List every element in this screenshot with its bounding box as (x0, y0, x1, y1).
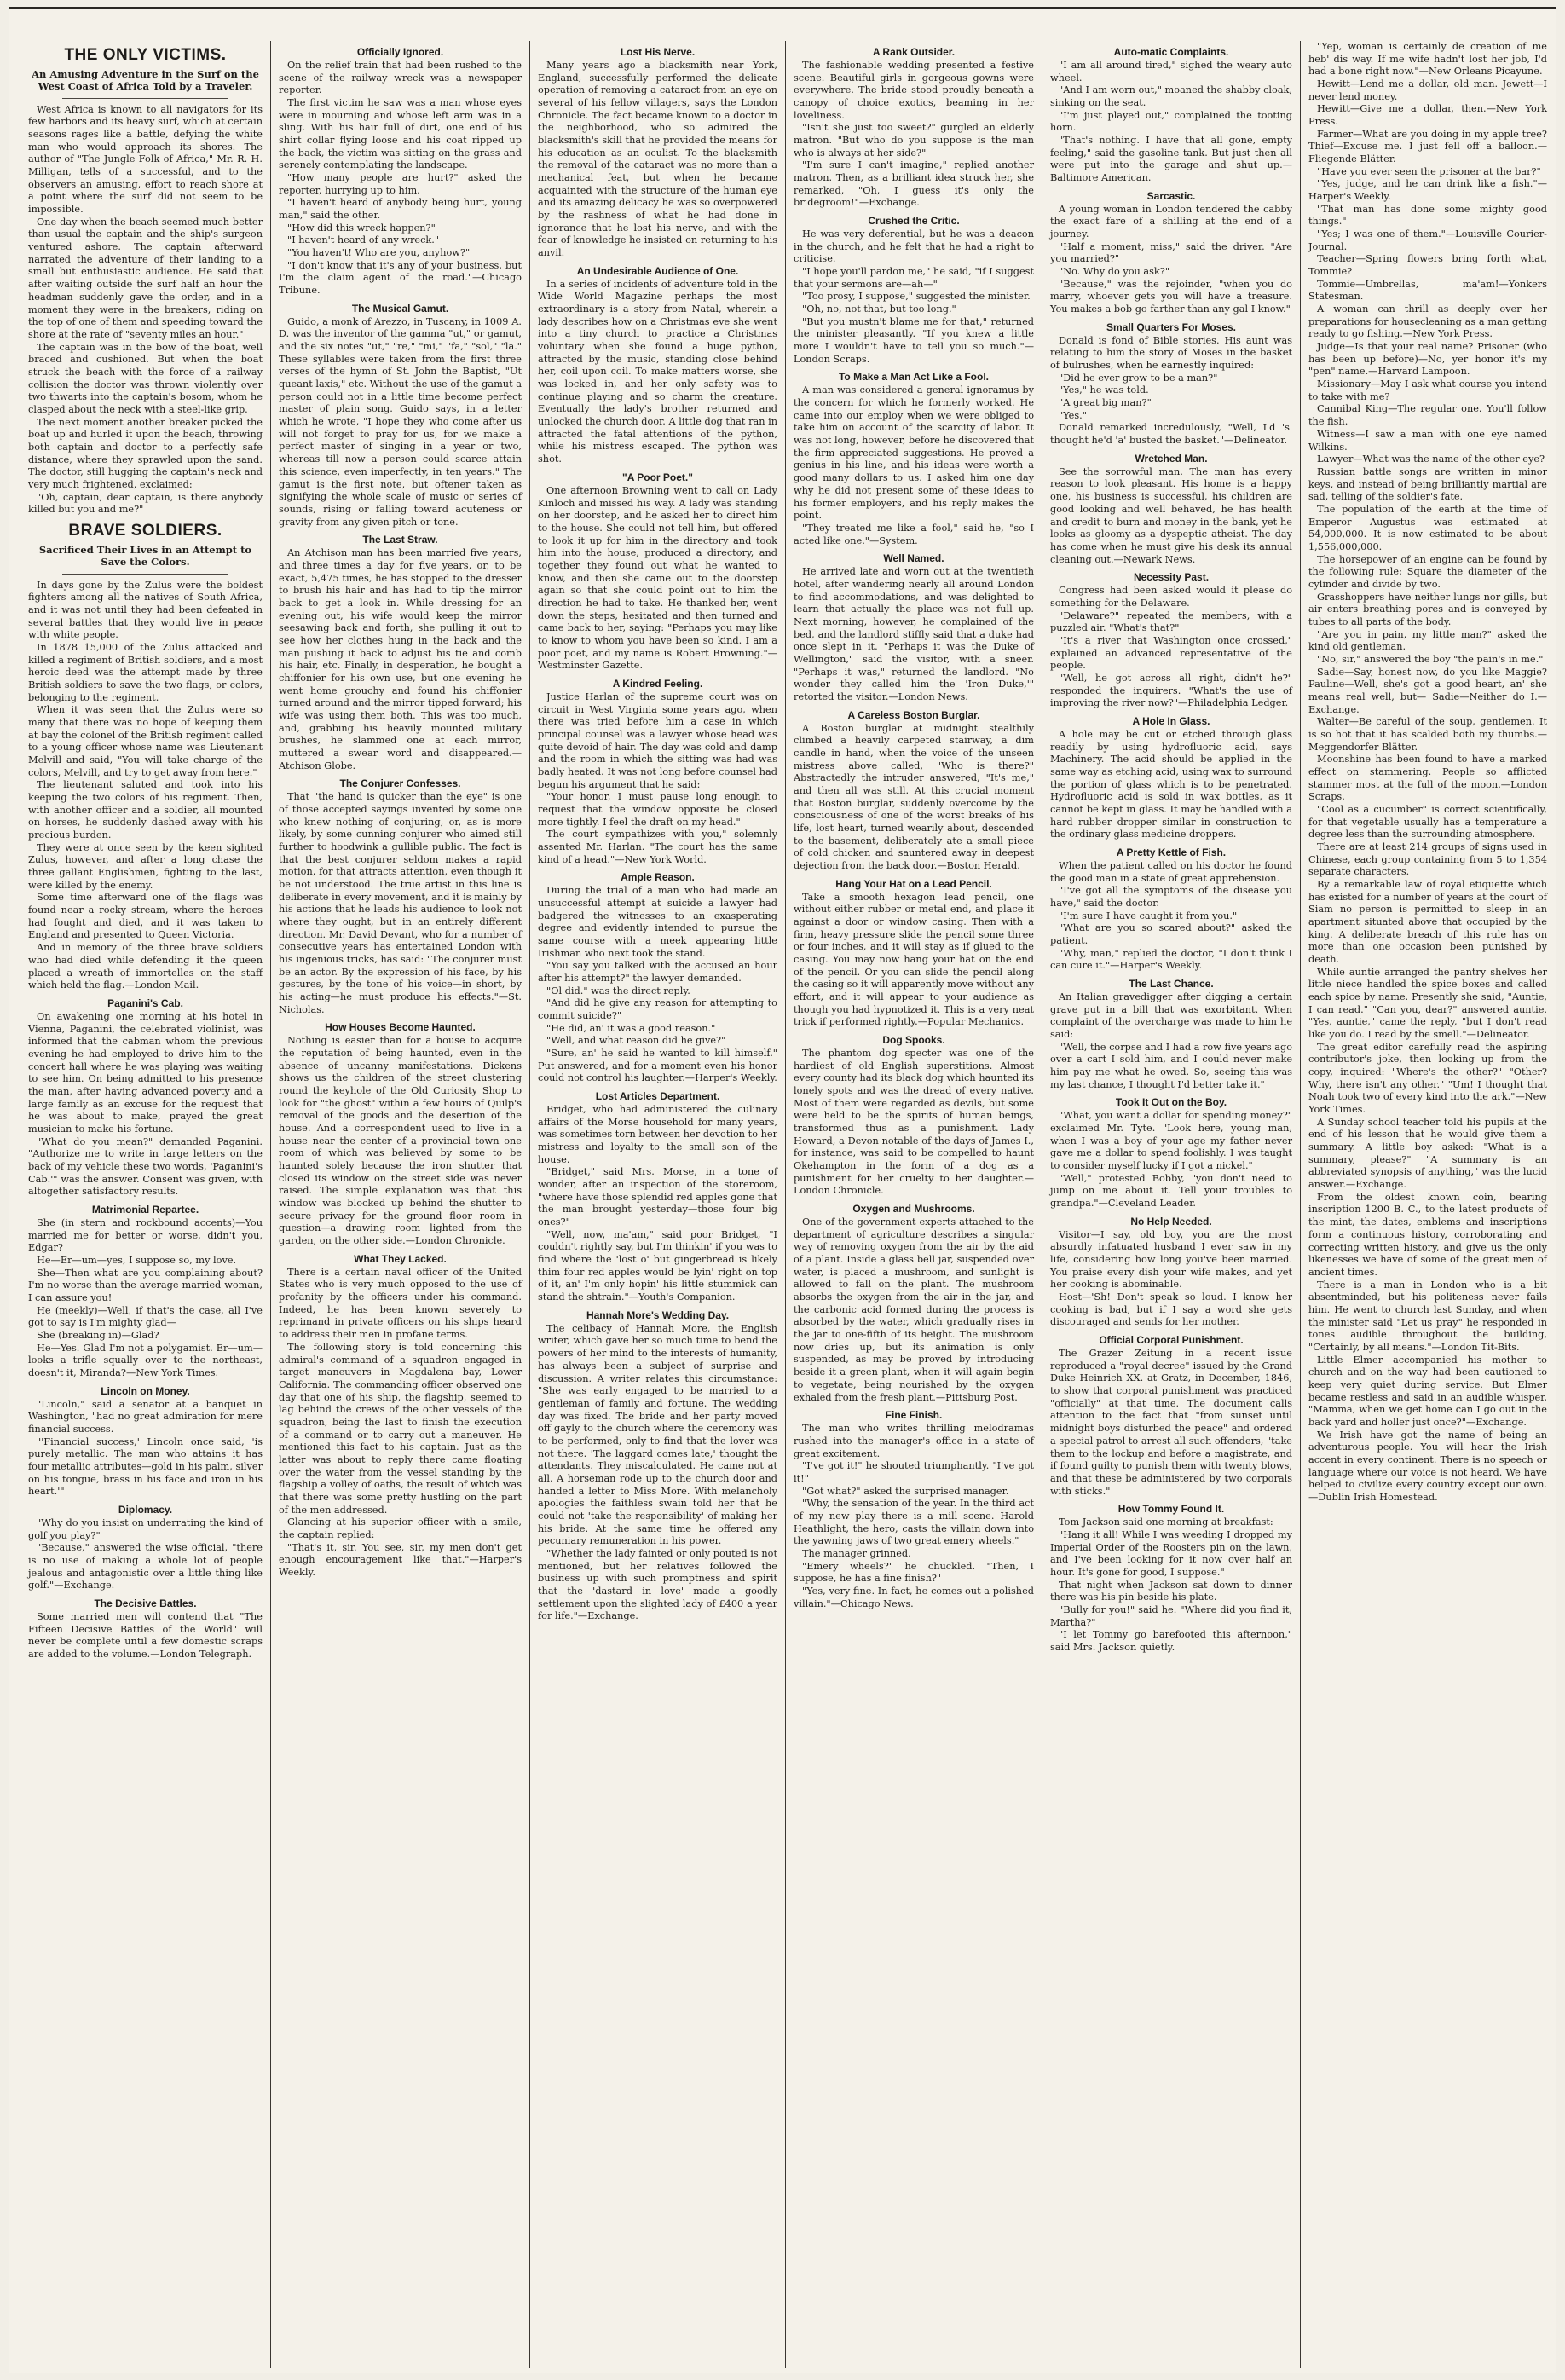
headline: Matrimonial Repartee. (91, 1203, 199, 1216)
column-4 (786, 41, 1042, 2368)
article (794, 1034, 1034, 1198)
top-rule (9, 7, 1556, 9)
headline: THE ONLY VICTIMS. (64, 46, 227, 64)
paragraph: "Too prosy, I suppose," suggested the minister. (802, 291, 1031, 303)
article (28, 522, 263, 992)
paragraph: "That man has done some mighty good things." (1308, 203, 1547, 228)
article (279, 1021, 522, 1247)
paragraph: "Yes, very fine. In fact, he comes out a polished villain."—Chicago News. (794, 1585, 1034, 1609)
paragraph: Little Elmer accompanied his mother to church and on the way had been cautioned to keep very quiet during service. But Elmer became restless and said in an audible whisper, "Mamma, when we get home can I go out in the back yard and holler just once?"—Exchange. (1308, 1354, 1547, 1428)
paragraph: "And I am worn out," moaned the shabby cloak, sinking on the seat. (1050, 84, 1292, 109)
article (794, 878, 1034, 1029)
paragraph: Bridget, who had administered the culinary affairs of the Morse household for many years, was sometimes torn between her devotion to her mistress and loyalty to the small son of the house. (538, 1104, 777, 1165)
headline: No Help Needed. (1130, 1215, 1212, 1228)
paragraph: "I hope you'll pardon me," he said, "if I suggest that your sermons are—ah—" (794, 266, 1034, 290)
headline: Hannah More's Wedding Day. (586, 1308, 730, 1321)
article (538, 46, 777, 260)
headline: The Last Straw. (362, 534, 438, 546)
paragraph: "Lincoln," said a senator at a banquet in Washington, "had no great admiration for mere financial success. (28, 1398, 263, 1435)
paragraph: That night when Jackson sat down to dinner there was his pin beside his plate. (1050, 1579, 1292, 1603)
headline: Fine Finish. (885, 1409, 943, 1422)
paragraph: A man was considered a general ignoramus by the concern for which he formerly worked. He came into our employ when we were obliged to take him on account of the scarcity of labor. It was not long, however, before he discovered that the firm appreciated suggestions. He proved a genius in his line, and his ideas were worth a good many dollars to us. I asked him one day why he did not present some of these ideas to his former employers, and his reply makes the point. (794, 384, 1034, 522)
paragraph: He—Er—um—yes, I suppose so, my love. (37, 1254, 237, 1266)
article (538, 1309, 777, 1623)
headline: Paganini's Cab. (107, 996, 183, 1009)
article (28, 1597, 263, 1661)
paragraph: There are at least 214 groups of signs used in Chinese, each group containing from 5 to 1,354 separate characters. (1308, 841, 1547, 878)
paragraph: "I don't know that it's any of your business, but I'm the claim agent of the road."—Chicago Tribune. (279, 259, 522, 297)
paragraph: "He did, an' it was a good reason." (546, 1022, 716, 1034)
paragraph: "Yes." (1059, 409, 1087, 421)
headline: Sarcastic. (1146, 189, 1196, 202)
column-5 (1042, 41, 1301, 2368)
headline: Lost Articles Department. (595, 1090, 720, 1103)
paragraph: Sadie—Say, honest now, do you like Maggie? Pauline—Well, she's got a good heart, an' she means real well, but— Sadie—Neither do I.—Exchange. (1308, 666, 1547, 715)
paragraph: "I let Tommy go barefooted this afternoon," said Mrs. Jackson quietly. (1050, 1629, 1292, 1653)
headline: The Last Chance. (1129, 978, 1214, 990)
paragraph: "Well, the corpse and I had a row five years ago over a cart I sold him, and I could never make him pay me what he owed. So, seeing this was my last chance, I thought I'd better take it." (1050, 1041, 1292, 1090)
paragraph: "I've got all the symptoms of the disease you have," said the doctor. (1050, 885, 1292, 909)
article (1050, 846, 1292, 973)
paragraph: "No, sir," answered the boy "the pain's in me." (1317, 653, 1544, 665)
paragraph: The lieutenant saluted and took into his keeping the two colors of his regiment. Then, with another officer and a soldier, all mounted on horses, he suddenly dashed away with his precious burden. (28, 779, 263, 841)
subheadline: Sacrificed Their Lives in an Attempt to Save the Colors. (38, 543, 252, 569)
paragraph: Teacher—Spring flowers bring forth what, Tommie? (1308, 253, 1547, 278)
headline: Crushed the Critic. (868, 215, 960, 228)
paragraph: "Delaware?" repeated the members, with a puzzled air. "What's that?" (1050, 609, 1292, 634)
headline: Hang Your Hat on a Lead Pencil. (835, 877, 992, 890)
headline: A Hole In Glass. (1132, 714, 1210, 727)
paragraph: "Yes, judge, and he can drink like a fish."—Harper's Weekly. (1308, 178, 1547, 203)
paragraph: An Italian gravedigger after digging a certain grave put in a bill that was exorbitant. When complaint of the overcharge was made to him he said: (1050, 991, 1292, 1041)
paragraph: A Sunday school teacher told his pupils at the end of his lesson that he would give them a summary. A little boy asked: "What is a summary, please?" "A summary is an abbreviated synopsis of anything," was the lucid answer.—Exchange. (1308, 1116, 1547, 1191)
paragraph: "That's nothing. I have that all gone, empty feeling," said the gasoline tank. But just then all were put into the garage and shut up.—Baltimore American. (1050, 135, 1292, 184)
article (28, 1204, 263, 1380)
paragraph: The first victim he saw was a man whose eyes were in mourning and whose left arm was in a sling. With his hair full of dirt, one end of his shirt collar flying loose and his coat ripped up the back, the victim was sitting on the grass and serenely contemplating the landscape. (279, 97, 522, 171)
paragraph: "I haven't heard of anybody being hurt, young man," said the other. (279, 197, 522, 222)
paragraph: "Why, the sensation of the year. In the third act of my new play there is a mill scene. Harold Heathlight, the hero, casts the villain down into the yawning jaws of two great emery wheels." (794, 1498, 1034, 1547)
paragraph: "A great big man?" (1059, 397, 1152, 409)
article (279, 1253, 522, 1580)
paragraph: "Oh, no, not that, but too long." (802, 303, 956, 315)
newspaper-page (9, 7, 1556, 2373)
article (538, 678, 777, 866)
headline: A Rank Outsider. (872, 46, 956, 58)
paragraph: "Yes; I was one of them."—Louisville Courier-Journal. (1308, 228, 1547, 252)
article (1050, 1216, 1292, 1329)
article (538, 265, 777, 466)
paragraph: He—Yes. Glad I'm not a polygamist. Er—um—looks a trifle squally over to the northeast, doesn't it, Miranda?—New York Times. (28, 1342, 263, 1378)
article (1050, 715, 1292, 841)
paragraph: "'Financial success,' Lincoln once said, 'is purely metallic. The man who attains it has four metallic attributes—gold in his palm, silver on his tongue, brass in his face and iron in his heart.'" (28, 1436, 263, 1498)
paragraph: "Whether the lady fainted or only pouted is not mentioned, but her relatives followed the business up with such promptness and spirit that the 'dastard in love' made a goodly settlement upon the slighted lady of £400 a year for life."—Exchange. (538, 1547, 777, 1622)
paragraph: A Boston burglar at midnight stealthily climbed a heavily carpeted stairway, a dim candle in hand, when the voice of the unseen mistress above called, "Who is there?" Abstractedly the intruder answered, "It's me," and then all was still. At this crucial moment that Boston burglar, suddenly overcome by the consciousness of one of the worst breaks of his life, lost heart, turned wearily about, descended to the basement, deliberately ate a small piece of cold chicken and sauntered away in deepest dejection from the back door.—Boston Herald. (794, 722, 1034, 871)
paragraph: "And did he give any reason for attempting to commit suicide?" (538, 997, 777, 1022)
paragraph: "Ol did." was the direct reply. (546, 985, 690, 996)
article (1050, 1096, 1292, 1210)
paragraph: Some married men will contend that "The Fifteen Decisive Battles of the World" will never be complete until a few domestic scraps are added to the volume.—London Telegraph. (28, 1611, 263, 1661)
paragraph: She—Then what are you complaining about? I'm no worse than the average married woman, I can assure you! (28, 1267, 263, 1303)
article (279, 777, 522, 1016)
paragraph: Take a smooth hexagon lead pencil, one without either rubber or metal end, and place it against a door or window casing. Then with a firm, heavy pressure slide the pencil some three or four inches, and it will stay as if glued to the casing. You may now hang your hat on the end of the pencil. Or you can slide the pencil along the casing so it will apparently move without any effort, and it will appear to your audience as though you had hypnotized it. This is a very neat trick if performed rightly.—Popular Mechanics. (794, 891, 1034, 1028)
paragraph: Guido, a monk of Arezzo, in Tuscany, in 1009 A. D. was the inventor of the gamma "ut," or gamut, and the six notes "ut," "re," "mi," "fa," "sol," "la." These syllables were taken from the first three verses of the hymn of St. John the Baptist, "Ut queant laxis," etc. Without the use of the gamut a person could not in a little time become perfect master of plain song. Guido says, in a letter which he wrote, "I hope they who come after us will not forget to pray for us, for we make a perfect master of singing in a year or two, whereas till now a person could scarce attain this science, even imperfectly, in ten years." The gamut is the first note, but oftener taken as signifying the whole scale of music or series of sounds, rising or falling toward acuteness or gravity from any given pitch or tone. (279, 315, 522, 528)
paragraph: One afternoon Browning went to call on Lady Kinloch and missed his way. A lady was standing on her doorstep, and he asked her to direct him to the house. She could not tell him, but offered to look it up for him in the directory and took him into the house, produced a directory, and together they found out what he wanted to know, and then she came out to the doorstep again so that she could point out to him the direction he had to take. He thanked her, went down the steps, hesitated and then turned and came back to her, saying: "Perhaps you may like to know to whom you have been so kind. I am a poor poet, and my name is Robert Browning."—Westminster Gazette. (538, 484, 777, 672)
paragraph: "Bridget," said Mrs. Morse, in a tone of wonder, after an inspection of the storeroom, "where have those splendid red apples gone that the man brought yesterday—those four big ones?" (538, 1166, 777, 1228)
paragraph: The next moment another breaker picked the boat up and hurled it upon the beach, throwing both captain and doctor to a perfectly safe distance, where they sprawled upon the sand. The doctor, still hugging the captain's neck and very much frightened, exclaimed: (28, 416, 263, 490)
divider-rule (62, 98, 228, 99)
paragraph: In 1878 15,000 of the Zulus attacked and killed a regiment of British soldiers, and a most heroic deed was the attempt made by three British soldiers to save the two flags, or colors, belonging to the regiment. (28, 642, 263, 703)
paragraph: "Hang it all! While I was weeding I dropped my Imperial Order of the Roosters pin on the lawn, and I've been looking for it now over half an hour. It's gone for good, I suppose." (1050, 1528, 1292, 1578)
paragraph: And in memory of the three brave soldiers who had died while defending it the queen placed a wreath of immortelles on the staff which held the flag.—London Mail. (28, 942, 263, 991)
article (1050, 978, 1292, 1091)
paragraph: "Well," protested Bobby, "you don't need to jump on me about it. Tell your troubles to grandpa."—Cleveland Leader. (1050, 1172, 1292, 1210)
article (1308, 41, 1547, 1505)
paragraph: "Yes," he was told. (1059, 384, 1149, 396)
paragraph: We Irish have got the name of being an adventurous people. You will hear the Irish accent in every continent. There is no speech or language where our voice is not heard. We have helped to civilize every country except our own.—Dublin Irish Homestead. (1308, 1429, 1547, 1503)
paragraph: "Well, he got across all right, didn't he?" responded the inquirers. "What's the use of improving the river now?"—Philadelphia Ledger. (1050, 672, 1292, 709)
paragraph: Justice Harlan of the supreme court was on circuit in West Virginia some years ago, when there was tried before him a case in which principal counsel was a lawyer whose head was quite devoid of hair. The day was cold and damp and the room in which the sitting was had was badly heated. It was not long before counsel had begun his argument that he said: (538, 690, 777, 790)
paragraph: On awakening one morning at his hotel in Vienna, Paganini, the celebrated violinist, was informed that the cabman whom the previous evening he had employed to drive him to the concert hall where he was playing was waiting to see him. On being admitted to his presence the man, after having advanced poverty and a large family as an excuse for the request that he was about to make, prayed the great musician to make his fortune. (28, 1010, 263, 1135)
headline: A Kindred Feeling. (612, 677, 703, 690)
paragraph: "Because," was the rejoinder, "when you do marry, whoever gets you will have a treasure. You makes a bob go farther than any gal I know." (1050, 278, 1292, 315)
headline: "A Poor Poet." (622, 471, 693, 483)
headline: Diplomacy. (118, 1504, 173, 1516)
paragraph: The population of the earth at the time of Emperor Augustus was estimated at 54,000,000. It is now estimated to be about 1,556,000,000. (1308, 503, 1547, 552)
paragraph: "Have you ever seen the prisoner at the bar?" (1317, 165, 1541, 177)
paragraph: He arrived late and worn out at the twentieth hotel, after wandering nearly all around London to find accommodations, and was delighted to learn that actually the place was not full up. Next morning, however, he complained of the bed, and the landlord stiffly said that a duke had once slept in it. "Perhaps it was the Duke of Wellington," said the visitor, with a sneer. "Perhaps it was," returned the landlord. "No wonder they called him the 'Iron Duke,'" retorted the visitor.—London News. (794, 566, 1034, 702)
paragraph: "Because," answered the wise official, "there is no use of making a whole lot of people jealous and antagonistic over a little thing like golf."—Exchange. (28, 1542, 263, 1591)
paragraph: The great editor carefully read the aspiring contributor's joke, then looking up from the copy, inquired: "Where's the other?" "Other? Why, there isn't any other." "Um! I thought that Noah took two of every kind into the ark."—New York Times. (1308, 1041, 1547, 1116)
paragraph: He (meekly)—Well, if that's the case, all I've got to say is I'm mighty glad— (28, 1304, 263, 1329)
paragraph: "I am all around tired," sighed the weary auto wheel. (1050, 60, 1292, 84)
paragraph: In a series of incidents of adventure told in the Wide World Magazine perhaps the most extraordinary is a story from Natal, wherein a lady describes how on a Christmas eve she went into a tiny church to practice a Christmas voluntary when she found a huge python, attracted by the music, standing close behind her, coil upon coil. To make matters worse, she was locked in, and her only safety was to continue playing and so charm the creature. Eventually the lady's brother returned and unlocked the church door. A little dog that ran in attracted the fatal attentions of the python, while his mistress escaped. The python was shot. (538, 278, 777, 465)
paragraph: "I'm sure I can't imagine," replied another matron. Then, as a brilliant idea struck her, she remarked, "Oh, I guess it's only the bridegroom!"—Exchange. (794, 159, 1034, 209)
headline: An Undesirable Audience of One. (576, 264, 739, 277)
paragraph: Glancing at his superior officer with a smile, the captain replied: (279, 1516, 522, 1540)
article (794, 1409, 1034, 1610)
paragraph: "Got what?" asked the surprised manager. (802, 1485, 1009, 1497)
article (28, 1504, 263, 1592)
headline: Wretched Man. (1135, 452, 1208, 465)
paragraph: Russian battle songs are written in minor keys, and instead of being brilliantly martial are sad, telling of the soldier's fate. (1308, 465, 1547, 503)
headline: To Make a Man Act Like a Fool. (838, 371, 990, 384)
paragraph: The captain was in the bow of the boat, well braced and cushioned. But when the boat struck the beach with the force of a railway collision the doctor was thrown violently over two thwarts into the captain's bosom, whom he clasped about the neck with a steel-like grip. (28, 341, 263, 415)
article (1050, 190, 1292, 316)
paragraph: From the oldest known coin, bearing inscription 1200 B. C., to the latest products of the mint, the dates, emblems and inscriptions form a continuous history, corroborating and correcting written history, and give us the only likenesses we have of some of the great men of ancient times. (1308, 1191, 1547, 1278)
paragraph: "They treated me like a fool," said he, "so I acted like one."—System. (794, 522, 1034, 546)
paragraph: "No. Why do you ask?" (1059, 266, 1170, 278)
paragraph: The manager grinned. (802, 1547, 911, 1559)
paragraph: Donald remarked incredulously, "Well, I'd 's' thought he'd 'a' busted the basket."—Delineator. (1050, 422, 1292, 447)
paragraph: Tommie—Umbrellas, ma'am!—Yonkers Statesman. (1308, 278, 1547, 303)
paragraph: There is a certain naval officer of the United States who is very much opposed to the use of profanity by the officers under his command. Indeed, he has been known severely to reprimand in private officers on his ships heard to address their men in profane terms. (279, 1266, 522, 1341)
paragraph: Lawyer—What was the name of the other eye? (1317, 453, 1545, 465)
paragraph: In days gone by the Zulus were the boldest fighters among all the natives of South Africa, and it was not until they had been defeated in several battles that they would live in peace with white people. (28, 579, 263, 641)
paragraph: "Isn't she just too sweet?" gurgled an elderly matron. "But who do you suppose is the man who is always at her side?" (794, 122, 1034, 159)
article (794, 215, 1034, 366)
headline: Necessity Past. (1133, 571, 1210, 584)
paragraph: "I'm sure I have caught it from you." (1059, 910, 1238, 921)
article (538, 471, 777, 673)
article (794, 46, 1034, 210)
paragraph: "Oh, captain, dear captain, is there anybody killed but you and me?" (28, 491, 263, 516)
paragraph: The celibacy of Hannah More, the English writer, which gave her so much time to bend the powers of her mind to the interests of humanity, has always been a subject of surprise and discussion. A writer relates this circumstance: "She was early engaged to be married to a gentleman of family and fortune. The wedding day was fixed. The bride and her party moved off gayly to the church where the ceremony was to be performed, only to find that the lover was not there. 'The laggard comes late,' thought the attendants. They miscalculated. He came not at all. A horseman rode up to the church door and handed a letter to Miss More. With melancholy apologies the faithless swain told her that he could not 'take the responsibility' of making her his bride. At the same time he offered any pecuniary remuneration in his power. (538, 1322, 777, 1547)
paragraph: "What, you want a dollar for spending money?" exclaimed Mr. Tyte. "Look here, young man, when I was a boy of your age my father never gave me a dollar to spend foolishly. I was taught to consider myself lucky if I got a nickel." (1050, 1110, 1292, 1172)
paragraph: A hole may be cut or etched through glass readily by using hydrofluoric acid, says Machinery. The acid should be applied in the same way as etching acid, using wax to surround the portion of glass which is to be penetrated. Hydrofluoric acid is sold in wax bottles, as it cannot be kept in glass. It may be handled with a hard rubber dropper similar in construction to the ordinary glass medicine droppers. (1050, 728, 1292, 841)
paragraph: When the patient called on his doctor he found the good man in a state of great apprehension. (1050, 859, 1292, 884)
paragraph: "But you mustn't blame me for that," returned the minister pleasantly. "If you knew a little more I wouldn't have to tell you so much."—London Scraps. (794, 315, 1034, 365)
paragraph: A woman can thrill as deeply over her preparations for housecleaning as a man getting ready to go fishing.—New York Press. (1308, 303, 1547, 340)
paragraph: When it was seen that the Zulus were so many that there was no hope of keeping them at bay the colonel of the British regiment called to a young officer whose name was Lieutenant Melvill and said, "You will take charge of the colors, Melvill, and try to get away from here." (28, 704, 263, 778)
paragraph: "I haven't heard of any wreck." (287, 234, 440, 246)
paragraph: During the trial of a man who had made an unsuccessful attempt at suicide a lawyer had badgered the witnesses to an exasperating degree and evidently intended to pursue the same course with a meek appearing little Irishman who next took the stand. (538, 885, 777, 959)
paragraph: "Half a moment, miss," said the driver. "Are you married?" (1050, 240, 1292, 265)
paragraph: "It's a river that Washington once crossed," explained an advanced representative of the people. (1050, 634, 1292, 672)
paragraph: Judge—Is that your real name? Prisoner (who has been up before)—No, yer honor it's my "pen" name.—Harvard Lampoon. (1308, 341, 1547, 378)
paragraph: The man who writes thrilling melodramas rushed into the manager's office in a state of great excitement. (794, 1423, 1034, 1459)
article (28, 997, 263, 1199)
paragraph: The fashionable wedding presented a festive scene. Beautiful girls in gorgeous gowns were everywhere. The bride stood proudly beneath a canopy of choice exotics, beaming in her loveliness. (794, 60, 1034, 121)
subheadline: An Amusing Adventure in the Surf on the West Coast of Africa Told by a Traveler. (32, 68, 259, 93)
paragraph: Grasshoppers have neither lungs nor gills, but air enters breathing pores and is conveyed by tubes to all parts of the body. (1308, 591, 1547, 627)
paragraph: "Yep, woman is certainly de creation of me heb' dis way. If me wife hadn't lost her job, I'd had a bone right now."—New Orleans Picayune. (1308, 41, 1547, 78)
article (1050, 453, 1292, 566)
paragraph: "Why, man," replied the doctor, "I don't think I can cure it."—Harper's Weekly. (1050, 947, 1292, 972)
column-container (20, 41, 1555, 2368)
paragraph: The court sympathizes with you," solemnly assented Mr. Harlan. "The court has the same kind of a head."—New York World. (538, 829, 777, 865)
paragraph: Many years ago a blacksmith near York, England, successfully performed the delicate operation of removing a cataract from an eye on several of his fellow villagers, says the London Chronicle. The fact became known to a doctor in the neighborhood, who so admired the blacksmith's skill that he provided the means for his education as an oculist. To the blacksmith the removal of the cataract was no more than a mechanical feat, but when he became acquainted with the structure of the human eye and its amazing delicacy he was so overpowered by the rashness of what he had done in ignorance that he lost his nerve, and with the fear of knowledge he insisted on returning to his anvil. (538, 60, 777, 259)
paragraph: West Africa is known to all navigators for its few harbors and its heavy surf, which at certain seasons rages like a battle, defying the white man who would approach its shores. The author of "The Jungle Folk of Africa," Mr. R. H. Milligan, tells of a successful, and to the observers an amusing, effort to reach shore at a point where the surf did not seem to be impossible. (28, 103, 263, 216)
paragraph: By a remarkable law of royal etiquette which has existed for a number of years at the court of Siam no person is permitted to sleep in an apartment situated above that occupied by the king. A deliberate breach of this rule has on more than one occasion been punished by death. (1308, 879, 1547, 966)
headline: A Careless Boston Burglar. (847, 708, 980, 721)
headline: How Houses Become Haunted. (325, 1021, 476, 1034)
paragraph: The Grazer Zeitung in a recent issue reproduced a "royal decree" issued by the Grand Duke Heinrich XX. at Gratz, in December, 1846, to show that corporal punishment was practiced "officially" at that time. The document calls attention to the fact that "from sunset until midnight boys disturbed the peace" and ordered a special patrol to arrest all such offenders, "take them to the lockup and before a magistrate, and if found guilty to punish them with twenty blows, and that these be administered by two corporals with sticks." (1050, 1348, 1292, 1497)
headline: Took It Out on the Boy. (1115, 1096, 1227, 1109)
paragraph: An Atchison man has been married five years, and three times a day for five years, or, to be exact, 5,475 times, he has stopped to the dresser to brush his hair and has had to tip the mirror back to get a look in. While dressing for an evening out, his wife would keep the mirror seesawing back and forth, she pulling it out to see how her clothes hung in the back and the man pushing it back to adjust his tie and comb his hair, etc. Finally, in desperation, he bought a chiffonier for his own use, but one evening he went home grouchy and found his chiffonier turned around and the mirror tipped forward; his wife was using them both. This was too much, and, grabbing his heavily mounted military brushes, he slammed one at each mirror, muttered a swear word and disappeared.—Atchison Globe. (279, 547, 522, 771)
paragraph: "Your honor, I must pause long enough to request that the window opposite be closed more tightly. I feel the draft on my head." (538, 791, 777, 828)
article (538, 871, 777, 1085)
paragraph: They were at once seen by the keen sighted Zulus, however, and after a long chase the three gallant Englishmen, fighting to the last, were killed by the enemy. (28, 841, 263, 891)
paragraph: Moonshine has been found to have a marked effect on stammering. People so afflicted stammer most at the full of the moon.—London Scraps. (1308, 754, 1547, 803)
divider-rule (62, 574, 228, 575)
paragraph: She (breaking in)—Glad? (37, 1329, 159, 1341)
paragraph: On the relief train that had been rushed to the scene of the railway wreck was a newspaper reporter. (279, 60, 522, 96)
paragraph: "Did he ever grow to be a man?" (1059, 372, 1218, 384)
headline: BRAVE SOLDIERS. (68, 521, 222, 540)
article (1050, 321, 1292, 448)
headline: Auto-matic Complaints. (1113, 46, 1229, 58)
paragraph: "Sure, an' he said he wanted to kill himself." Put answered, and for a moment even his honor could not control his laughter.—Harper's Weekly. (538, 1048, 777, 1084)
headline: Dog Spooks. (882, 1034, 945, 1047)
article (279, 46, 522, 298)
paragraph: "What do you mean?" demanded Paganini. "Authorize me to write in large letters on the back of my vehicle these two words, 'Paganini's Cab.'" was the answer. Consent was given, with altogether satisfactory results. (28, 1135, 263, 1198)
paragraph: He was very deferential, but he was a deacon in the church, and he felt that he had a right to criticise. (794, 228, 1034, 265)
headline: Lincoln on Money. (101, 1384, 190, 1397)
headline: A Pretty Kettle of Fish. (1116, 846, 1227, 858)
paragraph: Missionary—May I ask what course you intend to take with me? (1308, 378, 1547, 402)
headline: The Conjurer Confesses. (339, 777, 461, 790)
headline: The Musical Gamut. (351, 302, 449, 315)
headline: Official Corporal Punishment. (1099, 1334, 1244, 1347)
article (28, 1385, 263, 1499)
paragraph: Some time afterward one of the flags was found near a rocky stream, where the heroes had fought and died, and it was taken to England and presented to Queen Victoria. (28, 892, 263, 941)
paragraph: Tom Jackson said one morning at breakfast: (1059, 1516, 1273, 1528)
paragraph: Congress had been asked would it please do something for the Delaware. (1050, 585, 1292, 609)
headline: Small Quarters For Moses. (1106, 321, 1237, 333)
paragraph: "What are you so scared about?" asked the patient. (1050, 922, 1292, 946)
paragraph: "Well, and what reason did he give?" (546, 1035, 726, 1047)
paragraph: Hewitt—Lend me a dollar, old man. Jewett—I never lend money. (1308, 78, 1547, 102)
paragraph: She (in stern and rockbound accents)—You married me for better or worse, didn't you, Edgar? (28, 1216, 263, 1254)
paragraph: Farmer—What are you doing in my apple tree? Thief—Excuse me. I just fell off a balloon.—Fliegende Blätter. (1308, 128, 1547, 165)
headline: The Decisive Battles. (94, 1597, 197, 1610)
headline: Officially Ignored. (356, 46, 444, 58)
headline: Well Named. (883, 552, 944, 565)
article (1050, 1503, 1292, 1654)
paragraph: Host—'Sh! Don't speak so loud. I know her cooking is bad, but if I say a word she gets discouraged and sends for her mother. (1050, 1291, 1292, 1328)
paragraph: "How did this wreck happen?" (287, 222, 436, 234)
paragraph: "Bully for you!" said he. "Where did you find it, Martha?" (1050, 1603, 1292, 1628)
paragraph: Donald is fond of Bible stories. His aunt was relating to him the story of Moses in the basket of bulrushes, when he earnestly inquired: (1050, 334, 1292, 372)
paragraph: Walter—Be careful of the soup, gentlemen. It is so hot that it has scalded both my thumbs.—Meggendorfer Blätter. (1308, 716, 1547, 753)
paragraph: "Emery wheels?" he chuckled. "Then, I suppose, he has a fine finish?" (794, 1560, 1034, 1585)
paragraph: "That's it, sir. You see, sir, my men don't get enough encouragement like that."—Harper's Weekly. (279, 1541, 522, 1578)
paragraph: A young woman in London tendered the cabby the exact fare of a shilling at the end of a journey. (1050, 203, 1292, 240)
paragraph: "Why do you insist on underrating the kind of golf you play?" (28, 1517, 263, 1541)
paragraph: "Well, now, ma'am," said poor Bridget, "I couldn't rightly say, but I'm thinkin' if you was to find where the 'lost o' but gingerbread is likely thim four red apples would be lyin' right on top of it, an' I'm only hopin' his little stummick can stand the shtrain."—Youth's Companion. (538, 1228, 777, 1303)
paragraph: Nothing is easier than for a house to acquire the reputation of being haunted, even in the absence of uncanny manifestations. Dickens shows us the children of the street clustering round the keyhole of the Old Curiosity Shop to look for "the ghost" within a few hours of Quilp's removal of the goods and the desertion of the house. And a correspondent used to live in a house near the center of a provincial town one room of which was believed by some to be haunted solely because the iron shutter that closed its window on the street side was never raised. The simple explanation was that this window was blocked up behind the shutter to secure privacy for the ground floor room in question—a drawing room lighted from the garden, on the other side.—London Chronicle. (279, 1035, 522, 1247)
headline: How Tommy Found It. (1117, 1503, 1225, 1516)
article (794, 1203, 1034, 1404)
paragraph: "Are you in pain, my little man?" asked the kind old gentleman. (1308, 628, 1547, 653)
article (794, 371, 1034, 547)
column-2 (271, 41, 530, 2368)
paragraph: "How many people are hurt?" asked the reporter, hurrying up to him. (279, 172, 522, 196)
headline: Lost His Nerve. (620, 46, 696, 58)
paragraph: Witness—I saw a man with one eye named Wilkins. (1308, 428, 1547, 453)
paragraph: See the sorrowful man. The man has every reason to look pleasant. His home is a happy one, his business is successful, his children are good looking and well behaved, he has health and credit to burn and money in the bank, yet he looks as gloomy as a dyspeptic atheist. The day has come when he must give his desk its annual cleaning out.—Newark News. (1050, 465, 1292, 565)
article (538, 1090, 777, 1304)
article (1050, 46, 1292, 185)
article (1050, 571, 1292, 710)
article (279, 303, 522, 529)
article (1050, 1334, 1292, 1498)
paragraph: One day when the beach seemed much better than usual the captain and the ship's surgeon ventured ashore. The captain afterward narrated the adventure of their landing to a small but enthusiastic audience. He said that after waiting outside the surf half an hour the headman suddenly gave the order, and in a moment they were in the breakers, riding on the top of one of them and speeding toward the shore at the rate of "seventy miles an hour." (28, 216, 263, 340)
paragraph: Cannibal King—The regular one. You'll follow the fish. (1308, 403, 1547, 428)
paragraph: The phantom dog specter was one of the hardiest of old English superstitions. Almost every county had its black dog which haunted its lonely spots and was the dread of every native. Most of them were regarded as devils, but some were held to be the spirits of human beings, transformed thus as a punishment. Lady Howard, a Devon notable of the days of James I., for instance, was said to be compelled to haunt Okehampton in the form of a dog as a punishment for her cruelty to her daughter.—London Chronicle. (794, 1048, 1034, 1197)
paragraph: "You say you talked with the accused an hour after his attempt?" the lawyer demanded. (538, 960, 777, 985)
column-3 (530, 41, 786, 2368)
headline: What They Lacked. (354, 1252, 447, 1265)
column-6 (1301, 41, 1555, 2368)
paragraph: Visitor—I say, old boy, you are the most absurdly infatuated husband I ever saw in my life, considering how long you've been married. You praise every dish your wife makes, and yet her cooking is abominable. (1050, 1228, 1292, 1291)
article (794, 552, 1034, 703)
headline: Oxygen and Mushrooms. (852, 1203, 975, 1216)
column-1 (20, 41, 271, 2368)
article (279, 534, 522, 772)
paragraph: There is a man in London who is a bit absentminded, but his politeness never fails him. He went to church last Sunday, and when the minister said "Let us pray" he responded in tones audible throughout the building, "Certainly, by all means."—London Tit-Bits. (1308, 1279, 1547, 1353)
article (28, 46, 263, 517)
paragraph: "You haven't! Who are you, anyhow?" (287, 247, 471, 259)
paragraph: That "the hand is quicker than the eye" is one of those accepted sayings invented by some one who knew nothing of conjuring, or, as is more likely, by some cunning conjurer who aimed still further to hoodwink a gullible public. The fact is that the best conjurer seldom makes a rapid motion, for that attracts attention, even though it be not understood. The true artist in this line is deliberate in every movement, and it is mainly by his actions that he leads his audience to look not where they ought, but in an entirely different direction. Mr. David Devant, who for a number of consecutive years has entertained London with his ingenious tricks, has said: "The conjurer must be an actor. By the expression of his face, by his gestures, by the tone of his voice—in short, by his acting—he must produce his effects."—St. Nicholas. (279, 791, 522, 1015)
paragraph: "Cool as a cucumber" is correct scientifically, for that vegetable usually has a temperature a degree less than the surrounding atmosphere. (1308, 803, 1547, 841)
paragraph: One of the government experts attached to the department of agriculture describes a singular way of removing oxygen from the air by the aid of a plant. Inside a glass bell jar, suspended over water, is placed a mushroom, and sunlight is allowed to fall on the plant. The mushroom absorbs the oxygen from the air in the jar, and the carbonic acid formed during the process is absorbed by the water, which gradually rises in the jar to one-fifth of its height. The mushroom now dries up, but its animation is only suspended, as may be proved by introducing beside it a green plant, when it will again begin to vegetate, being nourished by the oxygen exhaled from the fresh plant.—Pittsburg Post. (794, 1216, 1034, 1403)
paragraph: The following story is told concerning this admiral's command of a squadron engaged in target maneuvers in Magdalena bay, Lower California. The commanding officer observed one day that one of his ship, the flagship, seemed to lag behind the crews of the other vessels of the squadron, being the last to finish the execution of a command or to carry out a maneuver. He mentioned this fact to his captain. Just as the latter was about to reply there came floating over the water from the vessel standing by the flagship a volley of oaths, the result of which was that there was some pretty hustling on the part of the men addressed. (279, 1341, 522, 1516)
paragraph: The horsepower of an engine can be found by the following rule: Square the diameter of the cylinder and divide by two. (1308, 553, 1547, 590)
paragraph: "I'm just played out," complained the tooting horn. (1050, 109, 1292, 134)
paragraph: While auntie arranged the pantry shelves her little niece handled the spice boxes and called each spice by name. Presently she said, "Auntie, I can read." "Can you, dear?" answered auntie. "Yes, auntie," came the reply, "but I don't read like you do. I read by the smell."—Delineator. (1308, 966, 1547, 1041)
article (794, 709, 1034, 873)
paragraph: Hewitt—Give me a dollar, then.—New York Press. (1308, 103, 1547, 128)
paragraph: "I've got it!" he shouted triumphantly. "I've got it!" (794, 1460, 1034, 1484)
headline: Ample Reason. (621, 871, 695, 884)
